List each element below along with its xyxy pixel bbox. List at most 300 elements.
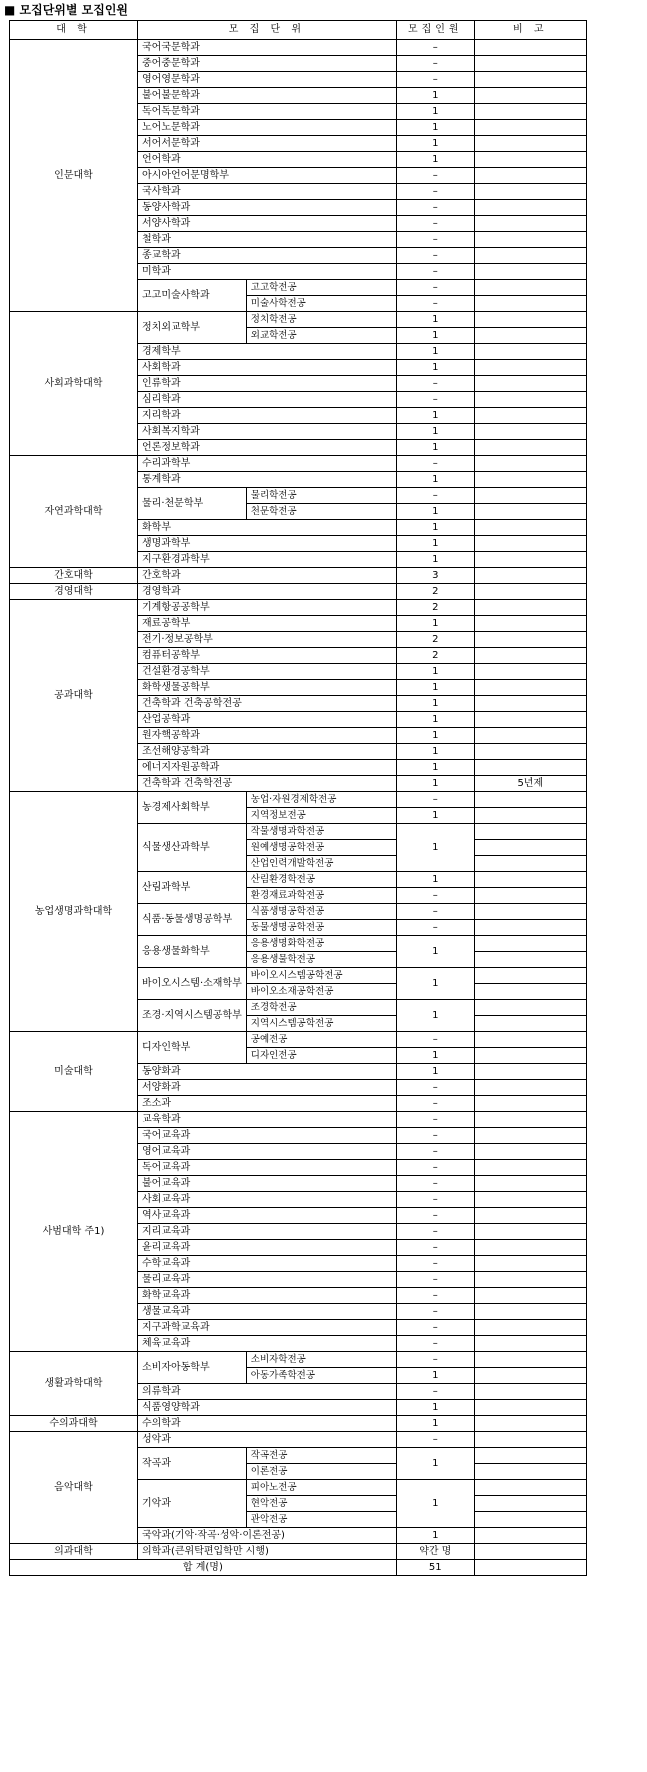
remark	[474, 1112, 586, 1128]
unit-name: 에너지자원공학과	[138, 760, 397, 776]
remark	[474, 1016, 586, 1032]
unit-name: 성악과	[138, 1432, 397, 1448]
remark	[474, 936, 586, 952]
unit-name: 아시아언어문명학부	[138, 168, 397, 184]
quota-count: –	[396, 1272, 474, 1288]
remark	[474, 1192, 586, 1208]
major-name: 이론전공	[246, 1464, 396, 1480]
major-name: 조경학전공	[246, 1000, 396, 1016]
remark	[474, 216, 586, 232]
major-name: 산림환경학전공	[246, 872, 396, 888]
quota-count: 1	[396, 824, 474, 872]
remark	[474, 888, 586, 904]
quota-count: –	[396, 1352, 474, 1368]
major-name: 환경재료과학전공	[246, 888, 396, 904]
remark	[474, 1096, 586, 1112]
quota-count: –	[396, 72, 474, 88]
remark	[474, 808, 586, 824]
unit-name: 서양사학과	[138, 216, 397, 232]
quota-count: 1	[396, 968, 474, 1000]
remark	[474, 328, 586, 344]
unit-name: 조선해양공학과	[138, 744, 397, 760]
unit-name: 수리과학부	[138, 456, 397, 472]
quota-count: –	[396, 232, 474, 248]
unit-name: 화학생물공학부	[138, 680, 397, 696]
quota-count: –	[396, 392, 474, 408]
unit-name: 지구환경과학부	[138, 552, 397, 568]
remark	[474, 1176, 586, 1192]
quota-count: 1	[396, 504, 474, 520]
major-name: 지역정보전공	[246, 808, 396, 824]
quota-count: 1	[396, 1368, 474, 1384]
quota-count: –	[396, 1432, 474, 1448]
unit-name: 물리교육과	[138, 1272, 397, 1288]
remark	[474, 648, 586, 664]
remark	[474, 920, 586, 936]
unit-name: 의학과(큰위탁편입학만 시행)	[138, 1544, 397, 1560]
unit-name: 물리·천문학부	[138, 488, 247, 520]
unit-name: 서어서문학과	[138, 136, 397, 152]
remark	[474, 872, 586, 888]
quota-count: 3	[396, 568, 474, 584]
quota-count: –	[396, 40, 474, 56]
table-row	[10, 456, 587, 472]
unit-name: 독어교육과	[138, 1160, 397, 1176]
remark	[474, 1496, 586, 1512]
unit-name: 건축학과 건축학전공	[138, 776, 397, 792]
quota-count: 1	[396, 728, 474, 744]
total-row	[10, 1560, 587, 1576]
remark	[474, 456, 586, 472]
quota-count: –	[396, 456, 474, 472]
table-row	[10, 312, 587, 328]
major-name: 농업·자원경제학전공	[246, 792, 396, 808]
quota-count: 1	[396, 88, 474, 104]
quota-count: –	[396, 904, 474, 920]
quota-count: 1	[396, 1528, 474, 1544]
remark	[474, 88, 586, 104]
table-row	[10, 1032, 587, 1048]
remark	[474, 1432, 586, 1448]
college-name: 경영대학	[10, 584, 138, 600]
college-name: 자연과학대학	[10, 456, 138, 568]
remark	[474, 488, 586, 504]
quota-count: –	[396, 248, 474, 264]
unit-name: 산림과학부	[138, 872, 247, 904]
unit-name: 서양화과	[138, 1080, 397, 1096]
quota-count: –	[396, 1128, 474, 1144]
unit-name: 불어교육과	[138, 1176, 397, 1192]
remark	[474, 280, 586, 296]
quota-count: –	[396, 1288, 474, 1304]
remark	[474, 600, 586, 616]
unit-name: 노어노문학과	[138, 120, 397, 136]
major-name: 지역시스템공학전공	[246, 1016, 396, 1032]
remark	[474, 440, 586, 456]
remark	[474, 1224, 586, 1240]
remark	[474, 792, 586, 808]
remark	[474, 1144, 586, 1160]
remark	[474, 1464, 586, 1480]
remark	[474, 424, 586, 440]
quota-count: –	[396, 168, 474, 184]
unit-name: 체육교육과	[138, 1336, 397, 1352]
quota-count: –	[396, 792, 474, 808]
table-row	[10, 568, 587, 584]
quota-count: –	[396, 264, 474, 280]
remark	[474, 968, 586, 984]
remark	[474, 1416, 586, 1432]
remark	[474, 1256, 586, 1272]
remark	[474, 376, 586, 392]
major-name: 바이오소재공학전공	[246, 984, 396, 1000]
quota-count: –	[396, 1304, 474, 1320]
header-count: 모집인원	[396, 21, 474, 40]
quota-count: –	[396, 1192, 474, 1208]
remark	[474, 1208, 586, 1224]
quota-count: 1	[396, 1448, 474, 1480]
unit-name: 불어불문학과	[138, 88, 397, 104]
remark	[474, 408, 586, 424]
unit-name: 전기·정보공학부	[138, 632, 397, 648]
unit-name: 간호학과	[138, 568, 397, 584]
table-row	[10, 1352, 587, 1368]
remark: 5년제	[474, 776, 586, 792]
quota-count: 1	[396, 664, 474, 680]
college-name: 음악대학	[10, 1432, 138, 1544]
remark	[474, 1480, 586, 1496]
quota-count: –	[396, 920, 474, 936]
table-row	[10, 1112, 587, 1128]
unit-name: 화학부	[138, 520, 397, 536]
remark	[474, 1128, 586, 1144]
unit-name: 중어중문학과	[138, 56, 397, 72]
major-name: 고고학전공	[246, 280, 396, 296]
unit-name: 작곡과	[138, 1448, 247, 1480]
remark	[474, 472, 586, 488]
unit-name: 기계항공공학부	[138, 600, 397, 616]
remark	[474, 520, 586, 536]
unit-name: 경제학부	[138, 344, 397, 360]
unit-name: 재료공학부	[138, 616, 397, 632]
unit-name: 역사교육과	[138, 1208, 397, 1224]
remark	[474, 1560, 586, 1576]
unit-name: 통계학과	[138, 472, 397, 488]
remark	[474, 1064, 586, 1080]
admission-quota-table	[9, 20, 587, 1576]
remark	[474, 200, 586, 216]
major-name: 미술사학전공	[246, 296, 396, 312]
unit-name: 소비자아동학부	[138, 1352, 247, 1384]
unit-name: 동양사학과	[138, 200, 397, 216]
unit-name: 응용생물화학부	[138, 936, 247, 968]
remark	[474, 248, 586, 264]
college-name: 공과대학	[10, 600, 138, 792]
table-header-row	[10, 21, 587, 40]
quota-count: –	[396, 184, 474, 200]
major-name: 바이오시스템공학전공	[246, 968, 396, 984]
table-row	[10, 792, 587, 808]
quota-count: –	[396, 1240, 474, 1256]
quota-count: 1	[396, 936, 474, 968]
remark	[474, 1528, 586, 1544]
unit-name: 컴퓨터공학부	[138, 648, 397, 664]
quota-count: –	[396, 1320, 474, 1336]
remark	[474, 904, 586, 920]
quota-count: 1	[396, 744, 474, 760]
unit-name: 동양화과	[138, 1064, 397, 1080]
unit-name: 독어독문학과	[138, 104, 397, 120]
unit-name: 의류학과	[138, 1384, 397, 1400]
header-unit: 모 집 단 위	[138, 21, 397, 40]
unit-name: 디자인학부	[138, 1032, 247, 1064]
college-name: 수의과대학	[10, 1416, 138, 1432]
quota-count: –	[396, 216, 474, 232]
unit-name: 식품·동물생명공학부	[138, 904, 247, 936]
unit-name: 건설환경공학부	[138, 664, 397, 680]
table-row	[10, 1432, 587, 1448]
remark	[474, 104, 586, 120]
college-name: 미술대학	[10, 1032, 138, 1112]
remark	[474, 1448, 586, 1464]
quota-count: 1	[396, 776, 474, 792]
remark	[474, 536, 586, 552]
quota-count: 2	[396, 584, 474, 600]
unit-name: 고고미술사학과	[138, 280, 247, 312]
unit-name: 원자핵공학과	[138, 728, 397, 744]
remark	[474, 72, 586, 88]
table-row	[10, 600, 587, 616]
quota-count: 1	[396, 1048, 474, 1064]
total-count: 51	[396, 1560, 474, 1576]
remark	[474, 184, 586, 200]
quota-count: 1	[396, 424, 474, 440]
unit-name: 화학교육과	[138, 1288, 397, 1304]
major-name: 관악전공	[246, 1512, 396, 1528]
major-name: 동물생명공학전공	[246, 920, 396, 936]
remark	[474, 744, 586, 760]
remark	[474, 760, 586, 776]
quota-count: –	[396, 56, 474, 72]
remark	[474, 120, 586, 136]
quota-count: 1	[396, 712, 474, 728]
quota-count: 1	[396, 696, 474, 712]
remark	[474, 984, 586, 1000]
remark	[474, 856, 586, 872]
table-row	[10, 584, 587, 600]
unit-name: 조경·지역시스템공학부	[138, 1000, 247, 1032]
remark	[474, 584, 586, 600]
remark	[474, 696, 586, 712]
major-name: 산업인력개발학전공	[246, 856, 396, 872]
unit-name: 조소과	[138, 1096, 397, 1112]
total-label: 합 계(명)	[10, 1560, 397, 1576]
remark	[474, 632, 586, 648]
quota-count: –	[396, 1384, 474, 1400]
unit-name: 사회복지학과	[138, 424, 397, 440]
remark	[474, 1352, 586, 1368]
major-name: 작물생명과학전공	[246, 824, 396, 840]
unit-name: 심리학과	[138, 392, 397, 408]
remark	[474, 264, 586, 280]
college-name: 사범대학 주1)	[10, 1112, 138, 1352]
remark	[474, 312, 586, 328]
major-name: 천문학전공	[246, 504, 396, 520]
remark	[474, 1368, 586, 1384]
quota-count: 1	[396, 1064, 474, 1080]
college-name: 의과대학	[10, 1544, 138, 1560]
remark	[474, 664, 586, 680]
unit-name: 지구과학교육과	[138, 1320, 397, 1336]
quota-count: –	[396, 1256, 474, 1272]
unit-name: 생명과학부	[138, 536, 397, 552]
quota-count: 1	[396, 872, 474, 888]
remark	[474, 552, 586, 568]
quota-count: 1	[396, 760, 474, 776]
quota-count: –	[396, 1096, 474, 1112]
page-title: ■ 모집단위별 모집인원	[4, 3, 129, 17]
unit-name: 기악과	[138, 1480, 247, 1528]
unit-name: 수학교육과	[138, 1256, 397, 1272]
unit-name: 국사학과	[138, 184, 397, 200]
quota-count: 1	[396, 680, 474, 696]
quota-count: 1	[396, 104, 474, 120]
major-name: 외교학전공	[246, 328, 396, 344]
quota-count: 1	[396, 440, 474, 456]
quota-count: 1	[396, 1480, 474, 1528]
quota-count: –	[396, 376, 474, 392]
major-name: 응용생물학전공	[246, 952, 396, 968]
quota-count: 1	[396, 408, 474, 424]
remark	[474, 1400, 586, 1416]
quota-count: 1	[396, 472, 474, 488]
major-name: 피아노전공	[246, 1480, 396, 1496]
unit-name: 영어교육과	[138, 1144, 397, 1160]
college-name: 간호대학	[10, 568, 138, 584]
unit-name: 교육학과	[138, 1112, 397, 1128]
unit-name: 식물생산과학부	[138, 824, 247, 872]
unit-name: 산업공학과	[138, 712, 397, 728]
quota-count: 1	[396, 120, 474, 136]
unit-name: 정치외교학부	[138, 312, 247, 344]
quota-count: –	[396, 1208, 474, 1224]
remark	[474, 1384, 586, 1400]
quota-count: 1	[396, 808, 474, 824]
remark	[474, 296, 586, 312]
remark	[474, 728, 586, 744]
remark	[474, 1160, 586, 1176]
quota-count: –	[396, 296, 474, 312]
remark	[474, 232, 586, 248]
remark	[474, 152, 586, 168]
table-row	[10, 1416, 587, 1432]
major-name: 작곡전공	[246, 1448, 396, 1464]
remark	[474, 1512, 586, 1528]
remark	[474, 1336, 586, 1352]
remark	[474, 1000, 586, 1016]
major-name: 아동가족학전공	[246, 1368, 396, 1384]
remark	[474, 840, 586, 856]
quota-count: –	[396, 488, 474, 504]
quota-count: 1	[396, 136, 474, 152]
major-name: 현악전공	[246, 1496, 396, 1512]
quota-count: –	[396, 1160, 474, 1176]
quota-count: –	[396, 280, 474, 296]
quota-count: –	[396, 1336, 474, 1352]
remark	[474, 712, 586, 728]
major-name: 소비자학전공	[246, 1352, 396, 1368]
unit-name: 언어학과	[138, 152, 397, 168]
unit-name: 국어국문학과	[138, 40, 397, 56]
unit-name: 농경제사회학부	[138, 792, 247, 824]
unit-name: 수의학과	[138, 1416, 397, 1432]
remark	[474, 680, 586, 696]
remark	[474, 40, 586, 56]
remark	[474, 360, 586, 376]
quota-count: 1	[396, 616, 474, 632]
remark	[474, 1544, 586, 1560]
quota-count: –	[396, 200, 474, 216]
unit-name: 국악과(기악·작곡·성악·이론전공)	[138, 1528, 397, 1544]
quota-count: 1	[396, 520, 474, 536]
unit-name: 언론정보학과	[138, 440, 397, 456]
quota-count: 2	[396, 632, 474, 648]
unit-name: 사회학과	[138, 360, 397, 376]
remark	[474, 1048, 586, 1064]
unit-name: 사회교육과	[138, 1192, 397, 1208]
major-name: 식품생명공학전공	[246, 904, 396, 920]
college-name: 인문대학	[10, 40, 138, 312]
remark	[474, 168, 586, 184]
remark	[474, 1080, 586, 1096]
quota-count: 2	[396, 648, 474, 664]
major-name: 응용생명화학전공	[246, 936, 396, 952]
quota-count: 약간 명	[396, 1544, 474, 1560]
remark	[474, 344, 586, 360]
unit-name: 윤리교육과	[138, 1240, 397, 1256]
quota-count: 1	[396, 344, 474, 360]
quota-count: –	[396, 1080, 474, 1096]
unit-name: 지리교육과	[138, 1224, 397, 1240]
remark	[474, 952, 586, 968]
quota-count: 1	[396, 360, 474, 376]
quota-count: 1	[396, 1416, 474, 1432]
quota-count: 2	[396, 600, 474, 616]
quota-count: –	[396, 1032, 474, 1048]
quota-count: –	[396, 1112, 474, 1128]
header-note: 비 고	[474, 21, 586, 40]
remark	[474, 56, 586, 72]
quota-count: 1	[396, 152, 474, 168]
header-college: 대 학	[10, 21, 138, 40]
quota-count: 1	[396, 312, 474, 328]
remark	[474, 568, 586, 584]
unit-name: 미학과	[138, 264, 397, 280]
quota-count: –	[396, 1144, 474, 1160]
unit-name: 식품영양학과	[138, 1400, 397, 1416]
major-name: 원예생명공학전공	[246, 840, 396, 856]
quota-count: 1	[396, 1000, 474, 1032]
remark	[474, 392, 586, 408]
major-name: 디자인전공	[246, 1048, 396, 1064]
major-name: 공예전공	[246, 1032, 396, 1048]
remark	[474, 1272, 586, 1288]
remark	[474, 616, 586, 632]
quota-count: 1	[396, 536, 474, 552]
quota-count: 1	[396, 328, 474, 344]
unit-name: 철학과	[138, 232, 397, 248]
major-name: 정치학전공	[246, 312, 396, 328]
